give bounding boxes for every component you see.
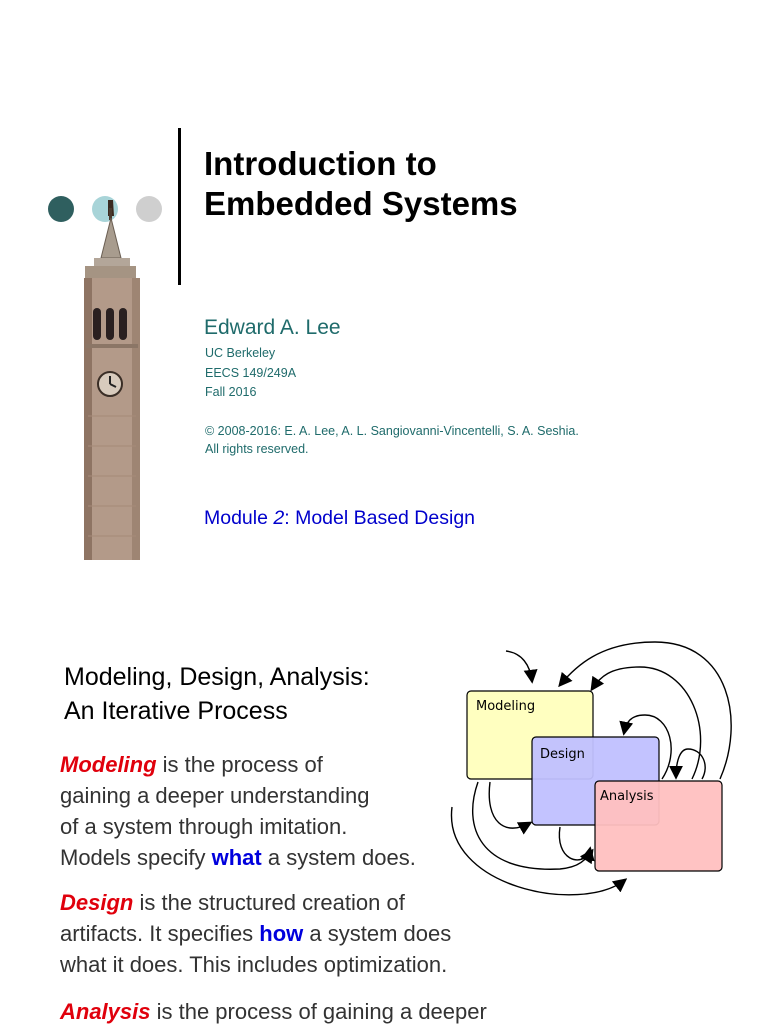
modeling-box-label: Modeling [476,699,536,714]
iterative-process-slide [0,585,768,1024]
heading-line-1: Modeling, Design, Analysis: [64,663,370,691]
analysis-term: Analysis [60,999,151,1024]
author-name: Edward A. Lee [204,316,341,339]
design-box-label: Design [540,747,585,762]
design-line-2-pre: artifacts. It specifies [60,921,260,946]
module-suffix: : Model Based Design [284,507,476,529]
analysis-paragraph [60,996,487,1027]
modeling-line-1: is the process of [156,752,323,777]
dark-teal-dot [48,196,74,222]
design-term: Design [60,890,134,915]
heading-line-2: An Iterative Process [64,697,288,725]
modeling-line-4-pre: Models specify [60,845,212,870]
module-title [204,507,475,530]
campanile-tower-illustration [76,196,156,560]
arrow-to-analysis-top [676,749,705,779]
copyright-line-1: © 2008-2016: E. A. Lee, A. L. Sangiovanni-Vincentelli, S. A. Seshia. [205,424,579,438]
modeling-line-2: gaining a deeper understanding [60,783,370,808]
module-number: 2 [273,507,285,529]
arrow-into-modeling [506,651,532,681]
term: Fall 2016 [205,385,257,399]
module-prefix: Module [204,507,274,529]
vertical-divider [178,128,181,285]
presentation-title [204,144,518,224]
design-paragraph [60,887,451,980]
design-line-3: what it does. This includes optimization. [60,952,448,977]
iterative-process-diagram [440,637,740,907]
what-emphasis: what [211,845,262,870]
design-line-2-post: a system does [303,921,452,946]
arrow-modeling-to-design-left [489,782,530,828]
modeling-line-3: of a system through imitation. [60,814,348,839]
course-code: EECS 149/249A [205,366,297,380]
analysis-box-label: Analysis [600,789,654,804]
title-line-2: Embedded Systems [204,185,518,222]
modeling-paragraph [60,749,416,873]
affiliation: UC Berkeley [205,346,276,360]
modeling-term: Modeling [60,752,157,777]
title-line-1: Introduction to [204,145,437,182]
how-emphasis: how [259,921,304,946]
slide-heading [64,660,370,728]
copyright-line-2: All rights reserved. [205,442,309,456]
modeling-line-4-post: a system does. [261,845,416,870]
analysis-line-1: is the process of gaining a deeper [150,999,487,1024]
design-line-1: is the structured creation of [133,890,405,915]
